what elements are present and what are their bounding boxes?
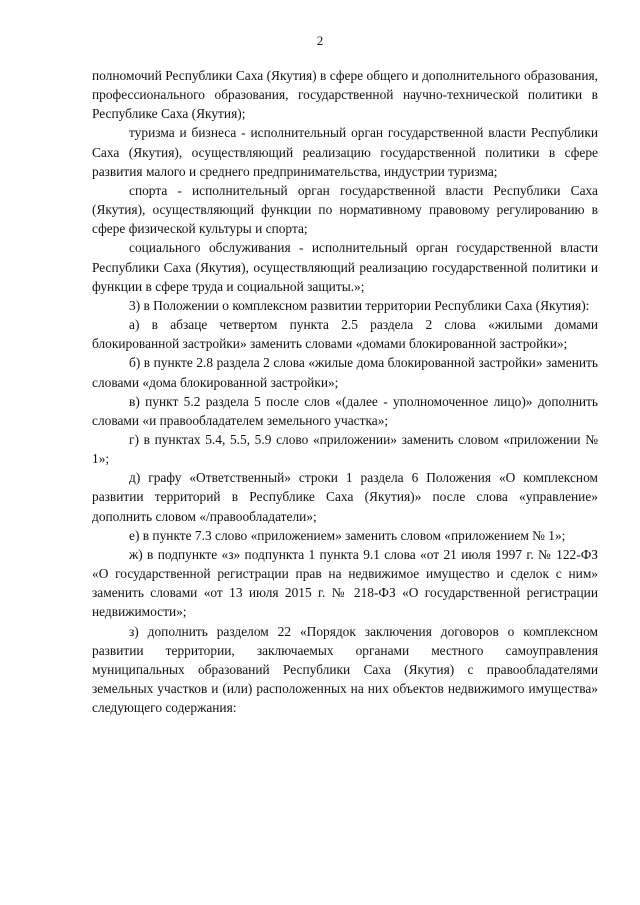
paragraph-subitem-v: в) пункт 5.2 раздела 5 после слов «(далее - уполномоченное лицо)» дополнить словами «и правообладателем земельного участка»; (92, 393, 598, 428)
paragraph-subitem-g: г) в пунктах 5.4, 5.5, 5.9 слово «приложении» заменить словом «приложении № 1»; (92, 431, 598, 467)
paragraph-sport-definition: спорта - исполнительный орган государственной власти Республики Саха (Якутия), осуществляющий функции по нормативному правовому регулированию в сфере физической культуры и спорта; (92, 182, 598, 237)
page-number: 2 (316, 33, 324, 48)
paragraph-item-3: 3) в Положении о комплексном развитии территории Республики Саха (Якутия): (129, 297, 590, 313)
paragraph-subitem-d: д) графу «Ответственный» строки 1 раздела 6 Положения «О комплексном развитии территорий в Республике Саха (Якутия)» после слова «управление» дополнить словом «/правообладатели»; (92, 470, 598, 524)
paragraph-social-definition: социального обслуживания - исполнительный орган государственной власти Республики Саха (Якутия), осуществляющий реализацию государственной политики и функции в сфере труда и социальной защиты.»; (92, 240, 598, 294)
paragraph-subitem-b: б) в пункте 2.8 раздела 2 слова «жилые дома блокированной застройки» заменить словами «дома блокированной застройки»; (92, 355, 598, 390)
paragraph-tourism-definition: туризма и бизнеса - исполнительный орган государственной власти Республики Саха (Якутия), осуществляющий реализацию государственной политики в сфере развития малого и среднего предпринимательства, индустрии туризма; (92, 125, 598, 179)
paragraph-subitem-zh: ж) в подпункте «з» подпункта 1 пункта 9.1 слова «от 21 июля 1997 г. № 122-ФЗ «О государственной регистрации прав на недвижимое имущество и сделок с ним» заменить словами «от 13 июля 2015 г. № 218-ФЗ «О государственной регистрации недвижимости»; (92, 546, 598, 620)
paragraph-education-continuation: полномочий Республики Саха (Якутия) в сфере общего и дополнительного образования, профессионального образования, государственной научно-технической политики в Республике Саха (Якутия); (92, 68, 598, 122)
paragraph-subitem-z: з) дополнить разделом 22 «Порядок заключения договоров о комплексном развитии территории, заключаемых органами местного самоуправления муниципальных образований Республики Саха (Якутия) с правообладателями земельных участков и (или) расположенных на них объектов недвижимого имущества» следующего содержания: (92, 623, 598, 716)
paragraph-subitem-a: а) в абзаце четвертом пункта 2.5 раздела 2 слова «жилыми домами блокированной застройки» заменить словами «домами блокированной застройки»; (92, 317, 598, 352)
document-body (92, 66, 598, 717)
paragraph-subitem-e: е) в пункте 7.3 слово «приложением» заменить словом «приложением № 1»; (129, 527, 566, 543)
